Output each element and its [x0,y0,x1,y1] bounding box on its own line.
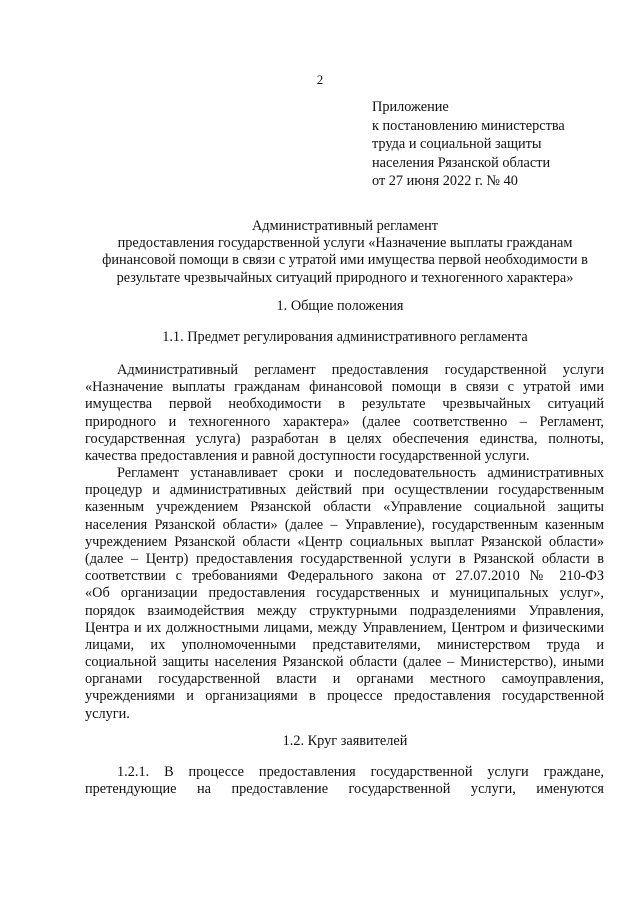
paragraph-applicants [85,764,604,798]
subsection-title: 1.2. Круг заявителей [282,733,408,749]
text-line: учреждением Рязанской области «Центр социальных выплат Рязанской области» [85,533,604,550]
text-line: лицами, их уполномоченными представителями, министерством труда и [85,636,604,653]
text-line: социальной защиты населения Рязанской области (далее – Министерство), иными [85,654,604,671]
text-line: процедур и административных действий при осуществлении государственным [85,482,604,499]
page-number: 2 [316,72,324,87]
text-line: (далее – Центр) предоставления государственной услуги в Рязанской области в [85,550,604,567]
appendix-line: от 27 июня 2022 г. № 40 [372,173,518,189]
text-line: «Назначение выплаты гражданам финансовой помощи в связи с утратой ими [85,379,604,396]
appendix-line: населения Рязанской области [372,154,551,171]
text-line: Центра и их должностными лицами, между Управлением, Центром и физическими [85,619,604,636]
paragraph-scope [85,465,604,723]
section-title: 1. Общие положения [276,298,404,314]
title-line: предоставления государственной услуги «Назначение выплаты гражданам [117,235,573,252]
text-line: соответствии с требованиями Федерального закона от 27.07.2010 № 210-ФЗ [85,568,604,585]
appendix-line: труда и социальной защиты [372,136,542,152]
text-line: Административный регламент предоставления государственной услуги [117,362,604,378]
text-line: 1.2.1. В процессе предоставления государственной услуги граждане, [117,764,604,780]
paragraph-subject [85,362,604,465]
text-line: учреждениями и организациями в процессе предоставления государственной [85,688,604,705]
text-line: Регламент устанавливает сроки и последовательность административных [117,465,604,481]
text-line: природного и техногенного характера» (далее соответственно – Регламент, [85,413,604,430]
title-line: Административный регламент [251,218,439,234]
text-line: государственная услуга) разработан в целях обеспечения единства, полноты, [85,430,604,447]
text-line: органами государственной власти и органами местного самоуправления, [85,671,604,688]
text-line: имущества первой необходимости в результате чрезвычайных ситуаций [85,396,604,413]
document-title [80,218,610,287]
text-line: качества предоставления и равной доступности государственной услуги. [85,447,530,464]
appendix-block [372,98,565,191]
title-line: результате чрезвычайных ситуаций природного и техногенного характера» [116,269,574,286]
subsection-title: 1.1. Предмет регулирования административного регламента [162,329,528,345]
appendix-line: к постановлению министерства [372,117,565,134]
title-line: финансовой помощи в связи с утратой ими имущества первой необходимости в [102,252,588,269]
text-line: казенным учреждением Рязанской области «Управление социальной защиты [85,499,604,516]
appendix-line: Приложение [372,99,449,115]
text-line: порядок взаимодействия между структурными подразделениями Управления, [85,602,604,619]
text-line: населения Рязанской области» (далее – Управление), государственным казенным [85,516,604,533]
text-line: «Об организации предоставления государственных и муниципальных услуг», [85,585,604,602]
text-line: услуги. [85,705,130,722]
text-line: претендующие на предоставление государственной услуги, именуются [85,781,604,798]
